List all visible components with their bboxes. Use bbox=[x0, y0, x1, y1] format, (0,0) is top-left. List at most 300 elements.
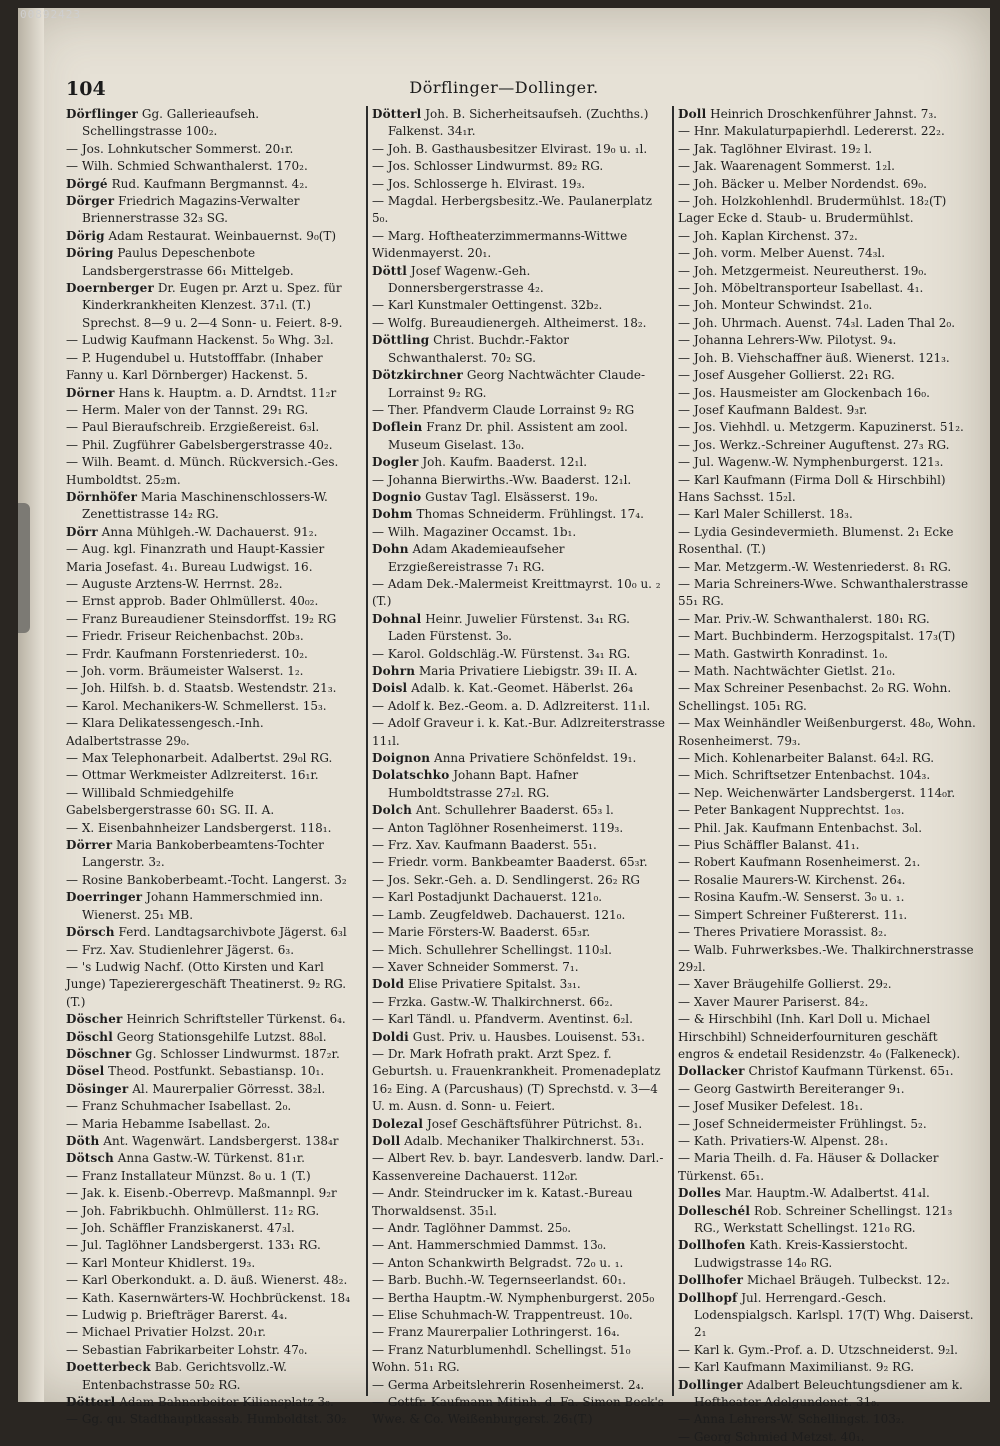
entry-text: — Simpert Schreiner Fußtererst. 11₁. bbox=[678, 907, 908, 922]
directory-entry bbox=[66, 872, 362, 889]
entry-text: — Albert Rev. b. bayr. Landesverb. landw. Darl.-Kassenvereine Dachauerst. 112₀r. bbox=[372, 1151, 664, 1183]
directory-entry bbox=[678, 123, 976, 140]
entry-text: — Karl Tändl. u. Pfandverm. Aventinst. 6₂l. bbox=[372, 1012, 633, 1027]
entry-text: — Karl Kaufmann Maximilianst. 9₂ RG. bbox=[678, 1360, 915, 1375]
entry-surname: Dollhofer bbox=[678, 1273, 744, 1288]
directory-entry bbox=[66, 437, 362, 454]
directory-entry bbox=[66, 350, 362, 385]
directory-entry bbox=[66, 1029, 362, 1046]
thumb-tab-shadow bbox=[18, 503, 30, 633]
entry-surname: Dohnal bbox=[372, 611, 422, 626]
directory-entry bbox=[66, 1046, 362, 1063]
entry-text: — Maria Schreiners-Wwe. Schwanthalerstrasse 55₁ RG. bbox=[678, 576, 969, 609]
entry-text: — Friedr. Friseur Reichenbachst. 20b₃. bbox=[66, 629, 304, 644]
entry-text: Ant. Schullehrer Baaderst. 65₃ l. bbox=[412, 803, 614, 818]
directory-entry bbox=[66, 1098, 362, 1115]
directory-entry bbox=[678, 315, 976, 332]
directory-entry bbox=[372, 158, 668, 175]
directory-entry bbox=[66, 141, 362, 158]
directory-entry bbox=[678, 628, 976, 645]
directory-entry bbox=[678, 889, 976, 906]
directory-entry bbox=[66, 489, 362, 524]
entry-text: Al. Maurerpalier Görresst. 38₂l. bbox=[128, 1081, 326, 1096]
entry-text: — Karl Monteur Khidlerst. 19₃. bbox=[66, 1255, 256, 1270]
entry-text: — Marie Försters-W. Baaderst. 65₃r. bbox=[372, 925, 591, 940]
entry-text: — Sebastian Fabrikarbeiter Lohstr. 47₀. bbox=[66, 1342, 308, 1357]
entry-text: — Michael Privatier Holzst. 20₁r. bbox=[66, 1325, 266, 1340]
directory-entry bbox=[66, 332, 362, 349]
entry-text: — Math. Gastwirth Konradinst. 1₀. bbox=[678, 646, 888, 661]
directory-entry bbox=[372, 263, 668, 298]
directory-entry bbox=[66, 959, 362, 1011]
entry-text: Mar. Hauptm.-W. Adalbertst. 41₄l. bbox=[721, 1186, 930, 1201]
directory-entry bbox=[678, 263, 976, 280]
entry-text: Adalb. k. Kat.-Geomet. Häberlst. 26₄ bbox=[407, 681, 633, 696]
entry-surname: Doll bbox=[372, 1133, 401, 1148]
directory-entry bbox=[372, 854, 668, 871]
column-1 bbox=[62, 106, 368, 1427]
entry-text: — Frz. Xav. Kaufmann Baaderst. 55₁. bbox=[372, 838, 597, 853]
directory-entry bbox=[678, 472, 976, 507]
directory-entry bbox=[678, 524, 976, 559]
directory-entry bbox=[66, 1220, 362, 1237]
directory-entry bbox=[66, 1185, 362, 1202]
entry-text: — Kath. Privatiers-W. Alpenst. 28₁. bbox=[678, 1133, 889, 1148]
entry-text: Heinrich Droschkenführer Jahnst. 7₃. bbox=[706, 107, 937, 121]
entry-surname: Dolleschél bbox=[678, 1203, 751, 1218]
entry-text: — Andr. Steindrucker im k. Katast.-Bureau Thorwaldsenst. 35₁l. bbox=[372, 1186, 633, 1218]
entry-text: — Xaver Bräugehilfe Gollierst. 29₂. bbox=[678, 977, 892, 992]
directory-entry bbox=[678, 924, 976, 941]
entry-text: — Mich. Schriftsetzer Entenbachst. 104₃. bbox=[678, 768, 931, 783]
entry-text: — Franz Schuhmacher Isabellast. 2₀. bbox=[66, 1099, 292, 1114]
directory-entry bbox=[372, 1255, 668, 1272]
entry-text: — Germa Arbeitslehrerin Rosenheimerst. 2₄. bbox=[372, 1377, 645, 1392]
entry-text: — Joh. B. Viehschaffner äuß. Wienerst. 121₃. bbox=[678, 350, 950, 365]
entry-text: — P. Hugendubel u. Hutstofffabr. (Inhaber Fanny u. Karl Dörnberger) Hackenst. 5. bbox=[66, 350, 323, 383]
directory-entry bbox=[66, 698, 362, 715]
entry-text: Christof Kaufmann Türkenst. 65₁. bbox=[744, 1064, 954, 1079]
entry-text: Georg Nachtwächter Claude-Lorrainst 9₂ RG. bbox=[388, 368, 646, 400]
directory-entry bbox=[66, 1290, 362, 1307]
directory-entry bbox=[66, 1255, 362, 1272]
entry-text: — Phil. Jak. Kaufmann Entenbachst. 3₀l. bbox=[678, 820, 923, 835]
directory-entry bbox=[372, 1011, 668, 1028]
directory-entry bbox=[678, 385, 976, 402]
directory-entry bbox=[66, 1203, 362, 1220]
directory-entry bbox=[678, 1411, 976, 1428]
entry-text: Theod. Postfunkt. Sebastiansp. 10₁. bbox=[104, 1064, 325, 1079]
entry-surname: Döth bbox=[66, 1133, 100, 1148]
entry-text: — Adolf Graveur i. k. Kat.-Bur. Adlzreiterstrasse 11₁l. bbox=[372, 716, 666, 748]
entry-text: — Pius Schäffler Balanst. 41₁. bbox=[678, 838, 860, 853]
entry-text: — Math. Nachtwächter Gietlst. 21₀. bbox=[678, 664, 896, 678]
directory-entry bbox=[372, 367, 668, 402]
directory-entry bbox=[678, 1429, 976, 1446]
directory-entry bbox=[66, 593, 362, 610]
entry-text: — Karl k. Gym.-Prof. a. D. Utzschneiderst. 9₂l. bbox=[678, 1342, 958, 1357]
entry-surname: Dötterl bbox=[66, 1395, 116, 1410]
entry-text: — Walb. Fuhrwerksbes.-We. Thalkirchnerstrasse 29₂l. bbox=[678, 942, 974, 974]
directory-entry bbox=[66, 1237, 362, 1254]
entry-text: Bab. Gerichtsvollz.-W. Entenbachstrasse 50₂ RG. bbox=[82, 1360, 287, 1392]
directory-entry bbox=[678, 1133, 976, 1150]
entry-text: — Frzka. Gastw.-W. Thalkirchnerst. 66₂. bbox=[372, 994, 613, 1009]
directory-entry bbox=[372, 715, 668, 750]
entry-surname: Doisl bbox=[372, 681, 408, 696]
directory-entry bbox=[66, 785, 362, 820]
directory-entry bbox=[678, 1272, 976, 1289]
directory-entry bbox=[372, 646, 668, 663]
directory-entry bbox=[372, 541, 668, 576]
directory-entry bbox=[678, 680, 976, 715]
directory-entry bbox=[66, 1063, 362, 1080]
entry-text: — Joh. vorm. Bräumeister Walserst. 1₂. bbox=[66, 664, 304, 678]
entry-text: — Joh. Bäcker u. Melber Nordendst. 69₀. bbox=[678, 176, 927, 191]
directory-entry bbox=[678, 1116, 976, 1133]
entry-text: — Ludwig Kaufmann Hackenst. 5₀ Whg. 3₂l. bbox=[66, 333, 334, 348]
directory-entry bbox=[678, 1098, 976, 1115]
entry-text: Elise Privatiere Spitalst. 3₃₁. bbox=[404, 977, 581, 992]
directory-entry bbox=[678, 872, 976, 889]
directory-entry bbox=[678, 402, 976, 419]
directory-entry bbox=[66, 228, 362, 245]
directory-entry bbox=[372, 1237, 668, 1254]
directory-entry bbox=[372, 176, 668, 193]
entry-text: — Jak. Waarenagent Sommerst. 1₂l. bbox=[678, 159, 895, 174]
directory-entry bbox=[66, 628, 362, 645]
directory-entry bbox=[678, 1377, 976, 1412]
directory-entry bbox=[372, 1324, 668, 1341]
entry-surname: Dörnhöfer bbox=[66, 489, 138, 504]
directory-entry bbox=[678, 1342, 976, 1359]
entry-surname: Döschl bbox=[66, 1029, 113, 1044]
entry-text: — Anna Lehrers-W. Schellingst. 103₂. bbox=[678, 1412, 905, 1427]
entry-surname: Dösinger bbox=[66, 1081, 129, 1096]
entry-text: — Max Telephonarbeit. Adalbertst. 29₀l RG. bbox=[66, 751, 333, 766]
entry-text: — Maria Theilh. d. Fa. Häuser & Dollacker Türkenst. 65₁. bbox=[678, 1151, 939, 1183]
entry-text: — Joh. Metzgermeist. Neureutherst. 19₀. bbox=[678, 263, 927, 278]
directory-entry bbox=[678, 280, 976, 297]
directory-entry bbox=[66, 1081, 362, 1098]
directory-entry bbox=[372, 1150, 668, 1185]
directory-entry bbox=[372, 454, 668, 471]
directory-entry bbox=[66, 767, 362, 784]
directory-entry bbox=[678, 837, 976, 854]
entry-text: — Lamb. Zeugfeldweb. Dachauerst. 121₀. bbox=[372, 907, 626, 922]
entry-text: Maria Maschinenschlossers-W. Zenettistrasse 14₂ RG. bbox=[82, 489, 328, 522]
entry-text: — Jos. Lohnkutscher Sommerst. 20₁r. bbox=[66, 141, 294, 156]
entry-text: — Mar. Priv.-W. Schwanthalerst. 180₁ RG. bbox=[678, 611, 930, 626]
entry-surname: Dolles bbox=[678, 1186, 722, 1201]
directory-entry bbox=[372, 1290, 668, 1307]
directory-entry bbox=[372, 698, 668, 715]
entry-text: — Jos. Sekr.-Geh. a. D. Sendlingerst. 26₂ RG bbox=[372, 872, 640, 887]
entry-text: Paulus Depeschenbote Landsbergerstrasse 66₁ Mittelgeb. bbox=[82, 246, 294, 278]
entry-surname: Dörflinger bbox=[66, 107, 139, 121]
entry-text: — Hnr. Makulaturpapierhdl. Ledererst. 22₂. bbox=[678, 124, 945, 139]
entry-text: — Karl Postadjunkt Dachauerst. 121₀. bbox=[372, 890, 603, 905]
directory-entry bbox=[678, 1290, 976, 1342]
entry-text: — Dr. Mark Hofrath prakt. Arzt Spez. f. Geburtsh. u. Frauenkrankheit. Promenadeplatz 16₂ Eing. A (Parcushaus) (T) Sprechstd. v. 3—4 U. m. Ausn. d. Sonn- u. Feiert. bbox=[372, 1046, 661, 1114]
directory-entry bbox=[678, 1359, 976, 1376]
directory-entry bbox=[66, 1116, 362, 1133]
entry-text: — 's Ludwig Nachf. (Otto Kirsten und Karl Junge) Tapezierergeschäft Theatinerst. 9₂ RG. (T.) bbox=[66, 959, 347, 1009]
directory-entry bbox=[372, 1394, 668, 1429]
directory-entry bbox=[66, 1394, 362, 1411]
directory-entry bbox=[66, 1133, 362, 1150]
entry-surname: Dollacker bbox=[678, 1064, 745, 1079]
entry-text: Michael Bräugeh. Tulbeckst. 12₂. bbox=[743, 1273, 950, 1288]
entry-text: — Joh. Fabrikbuchh. Ohlmüllerst. 11₂ RG. bbox=[66, 1203, 320, 1218]
directory-entry bbox=[372, 750, 668, 767]
directory-entry bbox=[372, 332, 668, 367]
directory-entry bbox=[372, 802, 668, 819]
directory-entry bbox=[66, 158, 362, 175]
entry-text: — Rosina Kaufm.-W. Senserst. 3₀ u. ₁. bbox=[678, 890, 905, 905]
directory-entry bbox=[66, 837, 362, 872]
entry-text: — Herm. Maler von der Tannst. 29₁ RG. bbox=[66, 402, 309, 417]
directory-entry bbox=[678, 1081, 976, 1098]
directory-entry bbox=[372, 820, 668, 837]
entry-text: — Ernst approb. Bader Ohlmüllerst. 40₀₂. bbox=[66, 594, 319, 609]
directory-entry bbox=[678, 1203, 976, 1238]
entry-surname: Dollinger bbox=[678, 1377, 743, 1392]
entry-text: Adalbert Beleuchtungsdiener am k. Hoftheater Adelgundenst. 31₀. bbox=[694, 1377, 963, 1410]
entry-text: — Marg. Hoftheaterzimmermanns-Wittwe Widenmayerst. 20₁. bbox=[372, 228, 628, 261]
directory-page bbox=[18, 8, 990, 1444]
directory-entry bbox=[66, 1150, 362, 1167]
entry-text: — Mart. Buchbinderm. Herzogspitalst. 17₃(T) bbox=[678, 629, 956, 644]
directory-entry bbox=[372, 663, 668, 680]
entry-text: — Joh. Kaplan Kirchenst. 37₂. bbox=[678, 228, 858, 243]
page-gutter bbox=[18, 8, 44, 1402]
entry-text: — Bertha Hauptm.-W. Nymphenburgerst. 205₀ bbox=[372, 1290, 655, 1305]
directory-entry bbox=[372, 1307, 668, 1324]
directory-entry bbox=[678, 245, 976, 262]
entry-text: Gg. Schlosser Lindwurmst. 187₂r. bbox=[131, 1046, 340, 1061]
entry-surname: Dötsch bbox=[66, 1151, 114, 1166]
directory-entry bbox=[678, 802, 976, 819]
directory-entry bbox=[66, 646, 362, 663]
entry-text: Georg Stationsgehilfe Lutzst. 88₀l. bbox=[112, 1029, 327, 1044]
entry-text: Adam Akademieaufseher Erzgießereistrasse 7₁ RG. bbox=[388, 542, 565, 574]
entry-text: — Wilh. Beamt. d. Münch. Rückversich.-Ges. Humboldtst. 25₂m. bbox=[66, 455, 339, 487]
entry-text: — Karl Kaufmann (Firma Doll & Hirschbihl) Hans Sachsst. 15₂l. bbox=[678, 472, 946, 504]
entry-surname: Dötterl bbox=[372, 107, 422, 121]
directory-entry bbox=[66, 1342, 362, 1359]
entry-text: Maria Privatiere Liebigstr. 39₁ II. A. bbox=[415, 664, 638, 678]
directory-entry bbox=[678, 506, 976, 523]
entry-text: Joh. Kaufm. Baaderst. 12₁l. bbox=[418, 455, 588, 470]
directory-entry bbox=[678, 576, 976, 611]
entry-text: Rud. Kaufmann Bergmannst. 4₂. bbox=[107, 176, 308, 191]
directory-entry bbox=[372, 680, 668, 697]
column-2 bbox=[368, 106, 674, 1427]
directory-entry bbox=[372, 1185, 668, 1220]
directory-entry bbox=[372, 524, 668, 541]
entry-surname: Dollhofen bbox=[678, 1238, 746, 1253]
entry-surname: Dörsch bbox=[66, 925, 115, 940]
page-number: 104 bbox=[66, 78, 106, 100]
entry-text: Franz Dr. phil. Assistent am zool. Museum Giselast. 13₀. bbox=[388, 420, 628, 452]
directory-entry bbox=[678, 367, 976, 384]
entry-text: Anna Mühlgeh.-W. Dachauerst. 91₂. bbox=[97, 524, 318, 539]
directory-entry bbox=[66, 1307, 362, 1324]
entry-text: — Josef Musiker Defelest. 18₁. bbox=[678, 1099, 864, 1114]
entry-text: — Elise Schuhmach-W. Trappentreust. 10₀. bbox=[372, 1308, 633, 1323]
entry-text: — Jos. Werkz.-Schreiner Auguftenst. 27₃ RG. bbox=[678, 437, 950, 452]
directory-entry bbox=[678, 663, 976, 680]
directory-entry bbox=[678, 419, 976, 436]
directory-entry bbox=[372, 402, 668, 419]
entry-text: — Joh. Schäffler Franziskanerst. 47₃l. bbox=[66, 1221, 295, 1235]
directory-entry bbox=[66, 1324, 362, 1341]
entry-text: — Franz Installateur Münzst. 8₀ u. 1 (T.) bbox=[66, 1168, 311, 1183]
entry-text: — Joh. B. Gasthausbesitzer Elvirast. 19₀ u. ₁l. bbox=[372, 141, 648, 156]
directory-entry bbox=[678, 907, 976, 924]
entry-text: Thomas Schneiderm. Frühlingst. 17₄. bbox=[412, 507, 644, 522]
entry-text: Adam Restaurat. Weinbauernst. 9₀(T) bbox=[104, 228, 337, 243]
entry-text: Friedrich Magazins-Verwalter Briennerstrasse 32₃ SG. bbox=[82, 194, 300, 226]
directory-entry bbox=[678, 1150, 976, 1185]
entry-text: — Klara Delikatessengesch.-Inh. Adalbertstrasse 29₀. bbox=[66, 716, 264, 748]
directory-entry bbox=[678, 1185, 976, 1202]
entry-text: — Karl Kunstmaler Oettingenst. 32b₂. bbox=[372, 298, 603, 313]
entry-text: — Ther. Pfandverm Claude Lorrainst 9₂ RG bbox=[372, 402, 635, 417]
entry-surname: Dohm bbox=[372, 507, 413, 522]
entry-surname: Dösel bbox=[66, 1064, 105, 1079]
entry-surname: Dold bbox=[372, 977, 405, 992]
directory-entry bbox=[678, 611, 976, 628]
entry-text: — Magdal. Herbergsbesitz.-We. Paulanerplatz 5₀. bbox=[372, 194, 652, 226]
directory-entry bbox=[372, 419, 668, 454]
entry-text: — Josef Schneidermeister Frühlingst. 5₂. bbox=[678, 1116, 927, 1131]
directory-entry bbox=[678, 715, 976, 750]
directory-entry bbox=[372, 872, 668, 889]
directory-entry bbox=[678, 994, 976, 1011]
entry-text: Josef Geschäftsführer Pütrichst. 8₁. bbox=[423, 1116, 643, 1131]
entry-text: — Xaver Maurer Pariserst. 84₂. bbox=[678, 994, 869, 1009]
entry-text: — Lydia Gesindevermieth. Blumenst. 2₁ Ecke Rosenthal. (T.) bbox=[678, 524, 954, 557]
directory-entry bbox=[372, 1116, 668, 1133]
entry-text: — Peter Bankagent Nupprechtst. 1₀₃. bbox=[678, 803, 905, 818]
entry-text: Adalb. Mechaniker Thalkirchnerst. 53₁. bbox=[400, 1133, 645, 1148]
directory-entry bbox=[372, 924, 668, 941]
directory-entry bbox=[678, 820, 976, 837]
directory-entry bbox=[678, 646, 976, 663]
entry-text: — Georg Gastwirth Bereiteranger 9₁. bbox=[678, 1081, 905, 1096]
directory-entry bbox=[66, 750, 362, 767]
directory-entry bbox=[372, 976, 668, 993]
directory-entry bbox=[372, 942, 668, 959]
entry-text: — X. Eisenbahnheizer Landsbergerst. 118₁. bbox=[66, 820, 332, 835]
entry-text: — Jos. Schlosser Lindwurmst. 89₂ RG. bbox=[372, 159, 604, 174]
entry-text: — Johanna Bierwirths.-Ww. Baaderst. 12₁l. bbox=[372, 472, 632, 487]
directory-entry bbox=[372, 959, 668, 976]
directory-entry bbox=[678, 1011, 976, 1063]
entry-text: — Joh. Monteur Schwindst. 21₀. bbox=[678, 298, 873, 313]
directory-entry bbox=[372, 1220, 668, 1237]
directory-entry bbox=[66, 611, 362, 628]
entry-surname: Dörrer bbox=[66, 838, 113, 853]
entry-text: — Andr. Taglöhner Dammst. 25₀. bbox=[372, 1221, 572, 1235]
entry-surname: Dogler bbox=[372, 455, 419, 470]
directory-entry bbox=[372, 767, 668, 802]
entry-text: Joh. B. Sicherheitsaufseh. (Zuchths.) Falkenst. 34₁r. bbox=[388, 107, 649, 139]
entry-text: Gust. Priv. u. Hausbes. Louisenst. 53₁. bbox=[408, 1029, 645, 1044]
directory-entry bbox=[372, 506, 668, 523]
entry-surname: Döring bbox=[66, 246, 114, 261]
entry-surname: Döttl bbox=[372, 263, 408, 278]
entry-text: — Wilh. Schmied Schwanthalerst. 170₂. bbox=[66, 159, 308, 174]
entry-text: — Jak. Taglöhner Elvirast. 19₂ l. bbox=[678, 141, 873, 156]
entry-surname: Dolatschko bbox=[372, 768, 450, 783]
entry-text: — Joh. Uhrmach. Auenst. 74₃l. Laden Thal 2₀. bbox=[678, 315, 956, 330]
entry-text: — Max Weinhändler Weißenburgerst. 48₀, Wohn. Rosenheimerst. 79₃. bbox=[678, 716, 976, 748]
directory-entry bbox=[66, 280, 362, 332]
entry-text: — Aug. kgl. Finanzrath und Haupt-Kassier Maria Josefast. 4₁. Bureau Ludwigst. 16. bbox=[66, 542, 325, 574]
entry-text: — Barb. Buchh.-W. Tegernseerlandst. 60₁. bbox=[372, 1273, 627, 1288]
entry-surname: Dolch bbox=[372, 803, 412, 818]
entry-text: — Josef Ausgeher Gollierst. 22₁ RG. bbox=[678, 368, 895, 383]
entry-text: — Rosalie Maurers-W. Kirchenst. 26₄. bbox=[678, 872, 906, 887]
entry-text: — Frz. Xav. Studienlehrer Jägerst. 6₃. bbox=[66, 942, 295, 957]
entry-surname: Doetterbeck bbox=[66, 1360, 151, 1375]
directory-entry bbox=[678, 332, 976, 349]
entry-text: — Gg. qu. Stadthauptkassab. Humboldtst. 30₂ bbox=[66, 1412, 347, 1427]
entry-surname: Dötzkirchner bbox=[372, 368, 464, 383]
entry-surname: Doignon bbox=[372, 751, 431, 766]
entry-text: — Georg Schmied Metzst. 40₁. bbox=[678, 1429, 865, 1444]
entry-text: — Nep. Weichenwärter Landsbergerst. 114₀r. bbox=[678, 785, 956, 800]
entry-text: — Kath. Kasernwärters-W. Hochbrückenst. 18₄ bbox=[66, 1290, 350, 1305]
entry-text: — Jos. Schlosserge h. Elvirast. 19₃. bbox=[372, 176, 586, 191]
directory-entry bbox=[678, 767, 976, 784]
directory-entry bbox=[66, 541, 362, 576]
directory-entry bbox=[678, 106, 976, 123]
entry-text: Maria Bankoberbeamtens-Tochter Langerstr. 3₂. bbox=[82, 838, 324, 870]
directory-entry bbox=[372, 297, 668, 314]
entry-text: — Wilh. Magaziner Occamst. 1b₁. bbox=[372, 524, 577, 539]
directory-entry bbox=[66, 402, 362, 419]
directory-entry bbox=[372, 994, 668, 1011]
directory-entry bbox=[678, 976, 976, 993]
directory-entry bbox=[678, 854, 976, 871]
entry-text: — Paul Bieraufschreib. Erzgießereist. 6₃l. bbox=[66, 420, 320, 435]
directory-entry bbox=[372, 837, 668, 854]
directory-entry bbox=[66, 680, 362, 697]
entry-text: Johann Bapt. Hafner Humboldtstrasse 27₂l. RG. bbox=[388, 768, 579, 800]
entry-text: — Mich. Schullehrer Schellingst. 110₃l. bbox=[372, 942, 612, 957]
entry-text: — & Hirschbihl (Inh. Karl Doll u. Michael Hirschbihl) Schneiderfournituren geschäft engros & endetail Residenzstr. 4₀ (Falkeneck). bbox=[678, 1012, 961, 1061]
directory-entry bbox=[66, 176, 362, 193]
entry-text: — Franz Bureaudiener Steinsdorffst. 19₂ RG bbox=[66, 611, 337, 626]
entry-text: — Karl Maler Schillerst. 18₃. bbox=[678, 507, 853, 522]
directory-entry bbox=[66, 924, 362, 941]
entry-text: — Adolf k. Bez.-Geom. a. D. Adlzreiterst. 11₁l. bbox=[372, 698, 651, 713]
entry-text: Ferd. Landtagsarchivbote Jägerst. 6₃l bbox=[114, 925, 347, 940]
entry-text: Anna Privatiere Schönfeldst. 19₁. bbox=[430, 751, 637, 766]
directory-entry bbox=[372, 907, 668, 924]
directory-entry bbox=[678, 1063, 976, 1080]
entry-surname: Dohrn bbox=[372, 664, 416, 678]
directory-entry bbox=[372, 472, 668, 489]
directory-entry bbox=[66, 524, 362, 541]
entry-surname: Doernberger bbox=[66, 281, 154, 296]
entry-text: — Joh. Holzkohlenhdl. Brudermühlst. 18₂(T) Lager Ecke d. Staub- u. Brudermühlst. bbox=[678, 194, 947, 226]
directory-entry bbox=[66, 1272, 362, 1289]
